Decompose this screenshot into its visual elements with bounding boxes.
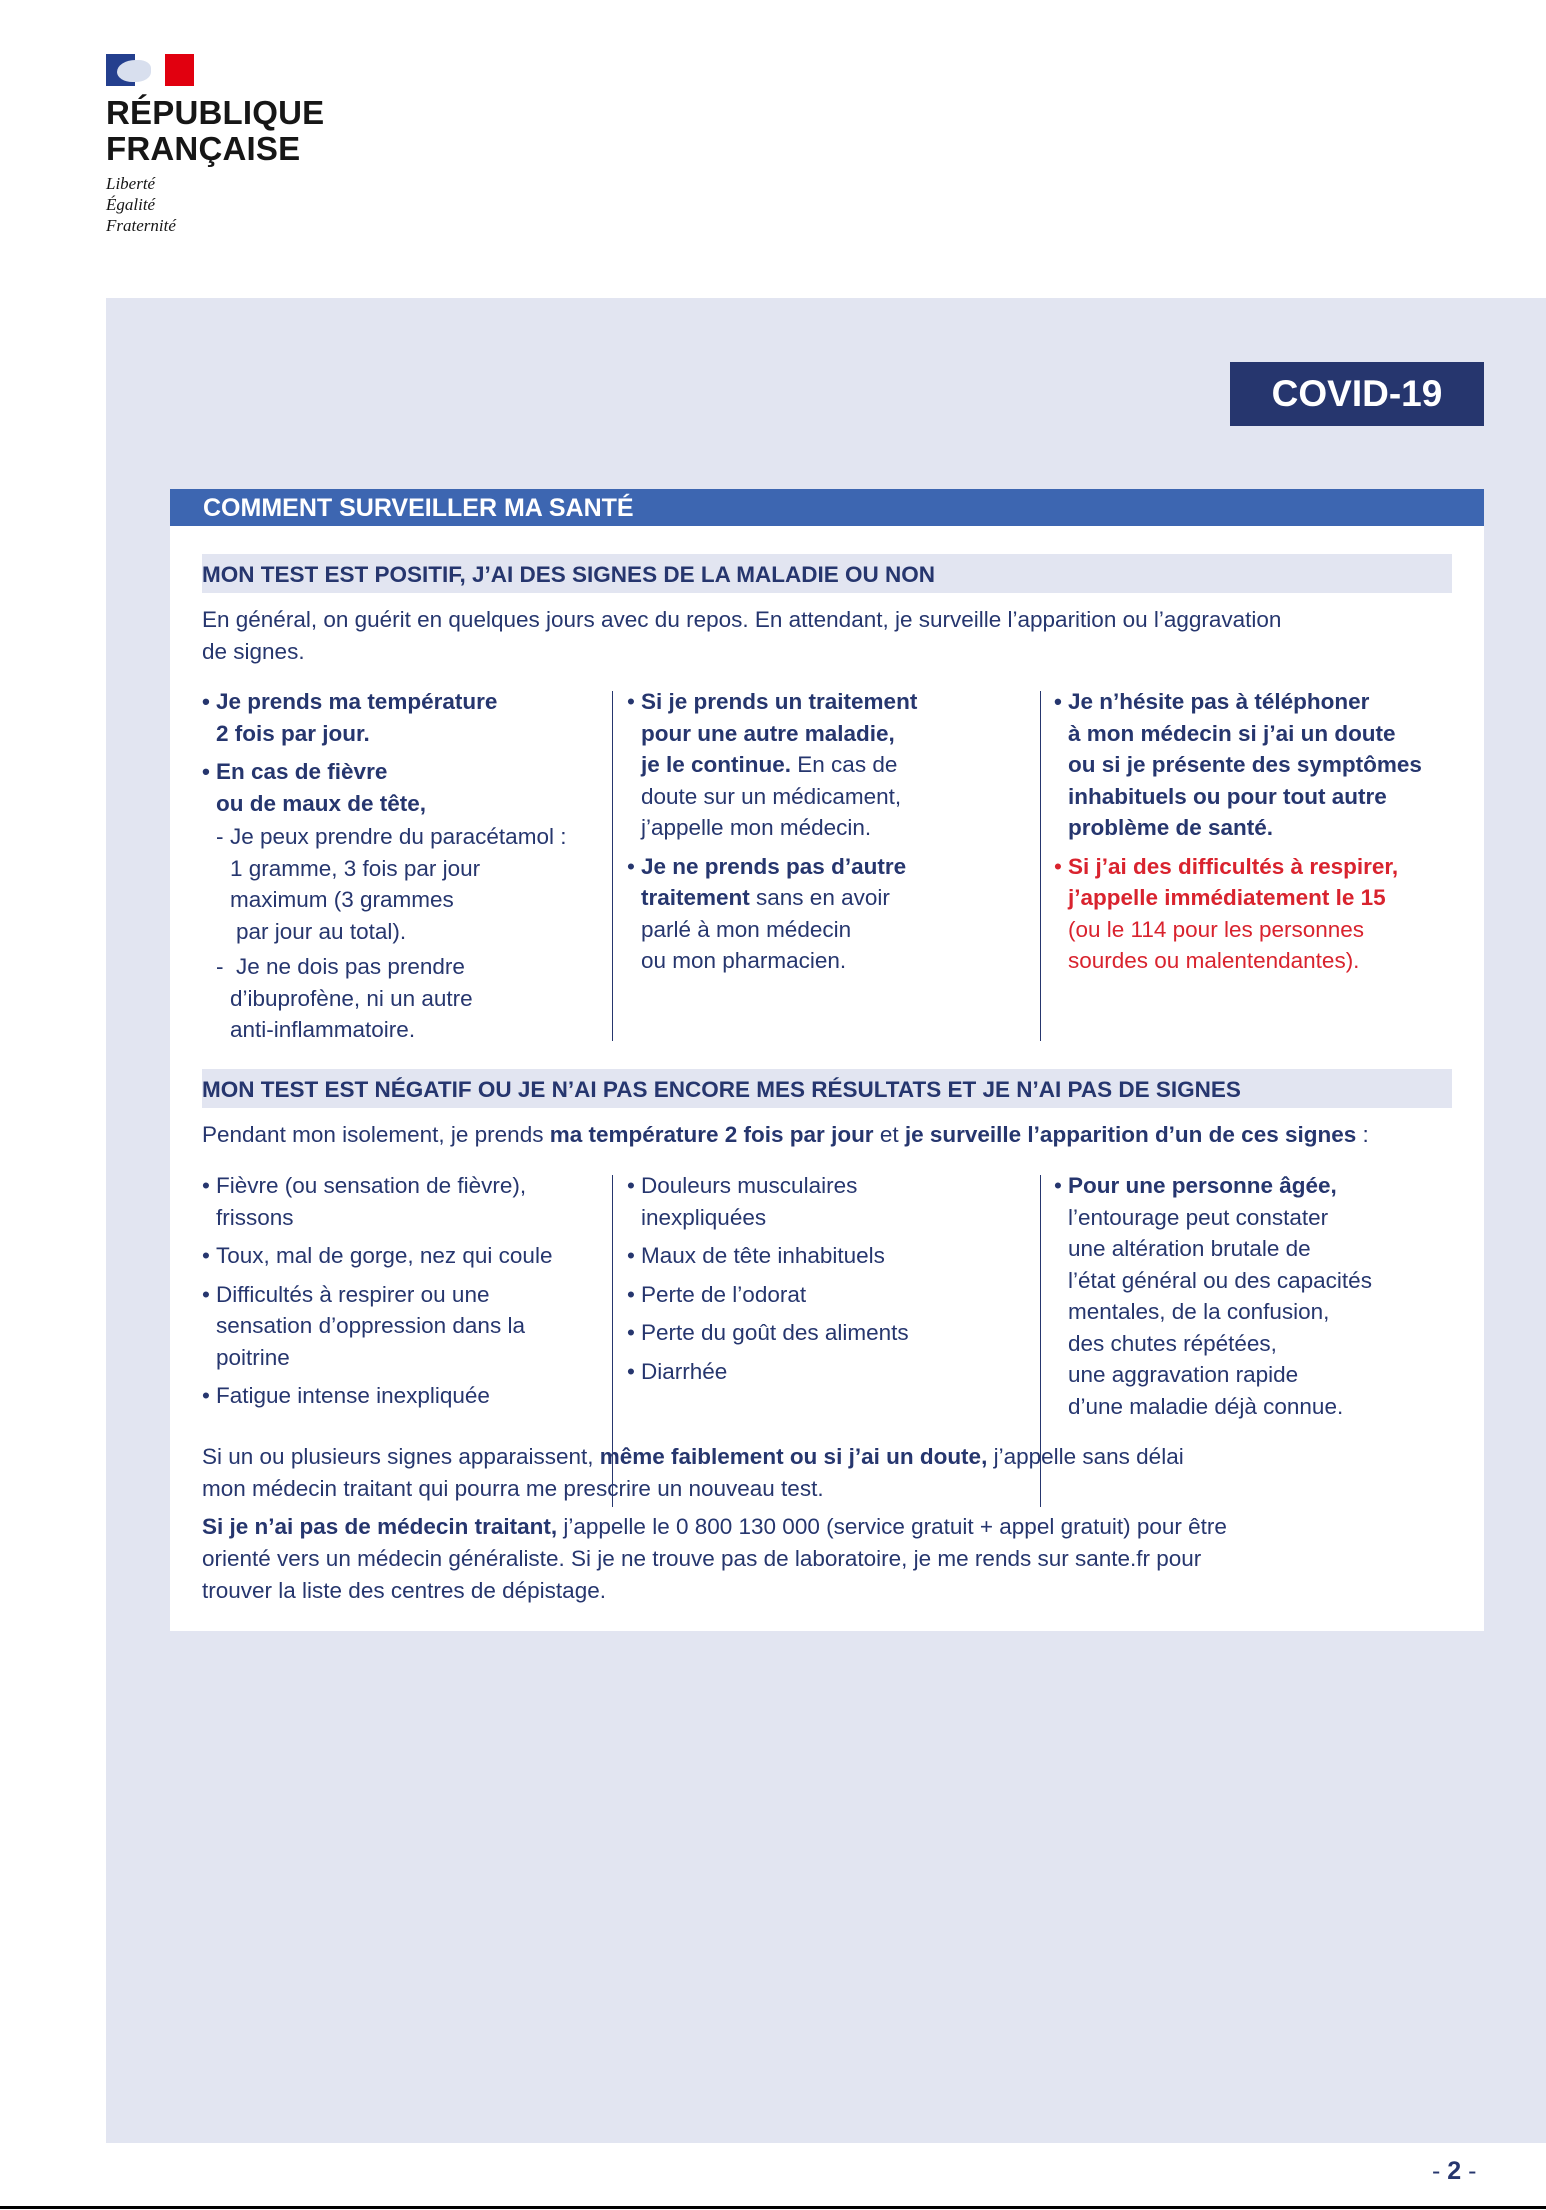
section-positive-heading bbox=[202, 554, 1452, 593]
negative-column-1 bbox=[202, 1170, 622, 1412]
section-negative-intro: Pendant mon isolement, je prends ma température 2 fois par jour et je surveille l’apparition d’un de ces signes : bbox=[202, 1122, 1369, 1147]
list-item: • Diarrhée bbox=[627, 1358, 728, 1384]
emergency-item: • Si j’ai des difficultés à respirer, j’appelle immédiatement le 15 (ou le 114 pour les personnes sourdes ou malentendantes). bbox=[1054, 853, 1399, 973]
list-item: • Perte du goût des aliments bbox=[627, 1320, 909, 1345]
list-item: • Fatigue intense inexpliquée bbox=[202, 1383, 490, 1408]
intro-line-2: de signes. bbox=[202, 639, 305, 664]
covid-badge: COVID-19 bbox=[1230, 362, 1484, 426]
list-item: • En cas de fièvre ou de maux de tête, bbox=[202, 759, 427, 816]
list-item: • Douleurs musculaires inexpliquées bbox=[627, 1173, 858, 1230]
sub-item-ibuprofen: - Je ne dois pas prendre d’ibuprofène, ni un autre anti-inflammatoire. bbox=[216, 954, 473, 1042]
section-negative-heading bbox=[202, 1069, 1452, 1108]
sub-item-paracetamol: - Je peux prendre du paracétamol : 1 gramme, 3 fois par jour maximum (3 grammes par jour au total). bbox=[216, 824, 567, 944]
section-negative-heading-text: MON TEST EST NÉGATIF OU JE N’AI PAS ENCORE MES RÉSULTATS ET JE N’AI PAS DE SIGNES bbox=[202, 1077, 1241, 1102]
list-item: • Maux de tête inhabituels bbox=[627, 1243, 885, 1268]
list-item: • Pour une personne âgée, l’entourage peut constater une altération brutale de l’état général ou des capacités mentales, de la confusion, des chutes répétées, une aggravation rapide d’une maladie déjà connue. bbox=[1054, 1173, 1372, 1419]
footer-note-1: Si un ou plusieurs signes apparaissent, même faiblement ou si j’ai un doute, j’appelle sans délai mon médecin traitant qui pourra me prescrire un nouveau test. bbox=[202, 1444, 1184, 1501]
section-positive-heading-text: MON TEST EST POSITIF, J’AI DES SIGNES DE LA MALADIE OU NON bbox=[202, 562, 935, 587]
card-title: COMMENT SURVEILLER MA SANTÉ bbox=[170, 489, 1484, 526]
positive-column-1 bbox=[202, 686, 602, 1046]
marianne-flag-icon bbox=[106, 54, 194, 86]
bottom-rule bbox=[0, 2206, 1546, 2209]
motto-egalite: Égalité bbox=[106, 195, 156, 214]
list-item: • Toux, mal de gorge, nez qui coule bbox=[202, 1243, 553, 1268]
republique-francaise-logo bbox=[106, 54, 346, 236]
section-positive-intro bbox=[202, 604, 1452, 668]
footer-note-2: Si je n’ai pas de médecin traitant, j’appelle le 0 800 130 000 (service gratuit + appel gratuit) pour être orienté vers un médecin généraliste. Si je ne trouve pas de laboratoire, je me rends sur sante.fr pour trouver la liste des centres de dépistage. bbox=[202, 1514, 1227, 1603]
column-divider bbox=[612, 691, 613, 1041]
positive-column-2 bbox=[627, 686, 1037, 977]
health-monitoring-card bbox=[170, 489, 1484, 1631]
motto-liberte: Liberté bbox=[106, 174, 156, 193]
motto bbox=[106, 173, 346, 236]
negative-column-3 bbox=[1054, 1170, 1474, 1422]
logo-line-2: FRANÇAISE bbox=[106, 130, 301, 167]
list-item: • Je ne prends pas d’autre traitement sans en avoir parlé à mon médecin ou mon pharmacien. bbox=[627, 853, 907, 973]
list-item: • Difficultés à respirer ou une sensation d’oppression dans la poitrine bbox=[202, 1281, 525, 1370]
list-item: • Si je prends un traitement pour une autre maladie, je le continue. En cas de doute sur un médicament, j’appelle mon médecin. bbox=[627, 689, 918, 840]
logo-line-1: RÉPUBLIQUE bbox=[106, 94, 325, 131]
list-item: • Je prends ma température 2 fois par jour. bbox=[202, 689, 498, 746]
intro-line-1: En général, on guérit en quelques jours avec du repos. En attendant, je surveille l’apparition ou l’aggravation bbox=[202, 607, 1282, 632]
list-item: • Je n’hésite pas à téléphoner à mon médecin si j’ai un doute ou si je présente des symptômes inhabituels ou pour tout autre problème de santé. bbox=[1054, 689, 1422, 840]
negative-column-2 bbox=[627, 1170, 1037, 1387]
list-item: • Perte de l’odorat bbox=[627, 1281, 807, 1307]
positive-column-3 bbox=[1054, 686, 1474, 977]
column-divider bbox=[1040, 691, 1041, 1041]
list-item: • Fièvre (ou sensation de fièvre), frissons bbox=[202, 1173, 527, 1230]
motto-fraternite: Fraternité bbox=[106, 216, 176, 235]
page-number: - 2 - bbox=[1432, 2157, 1477, 2185]
